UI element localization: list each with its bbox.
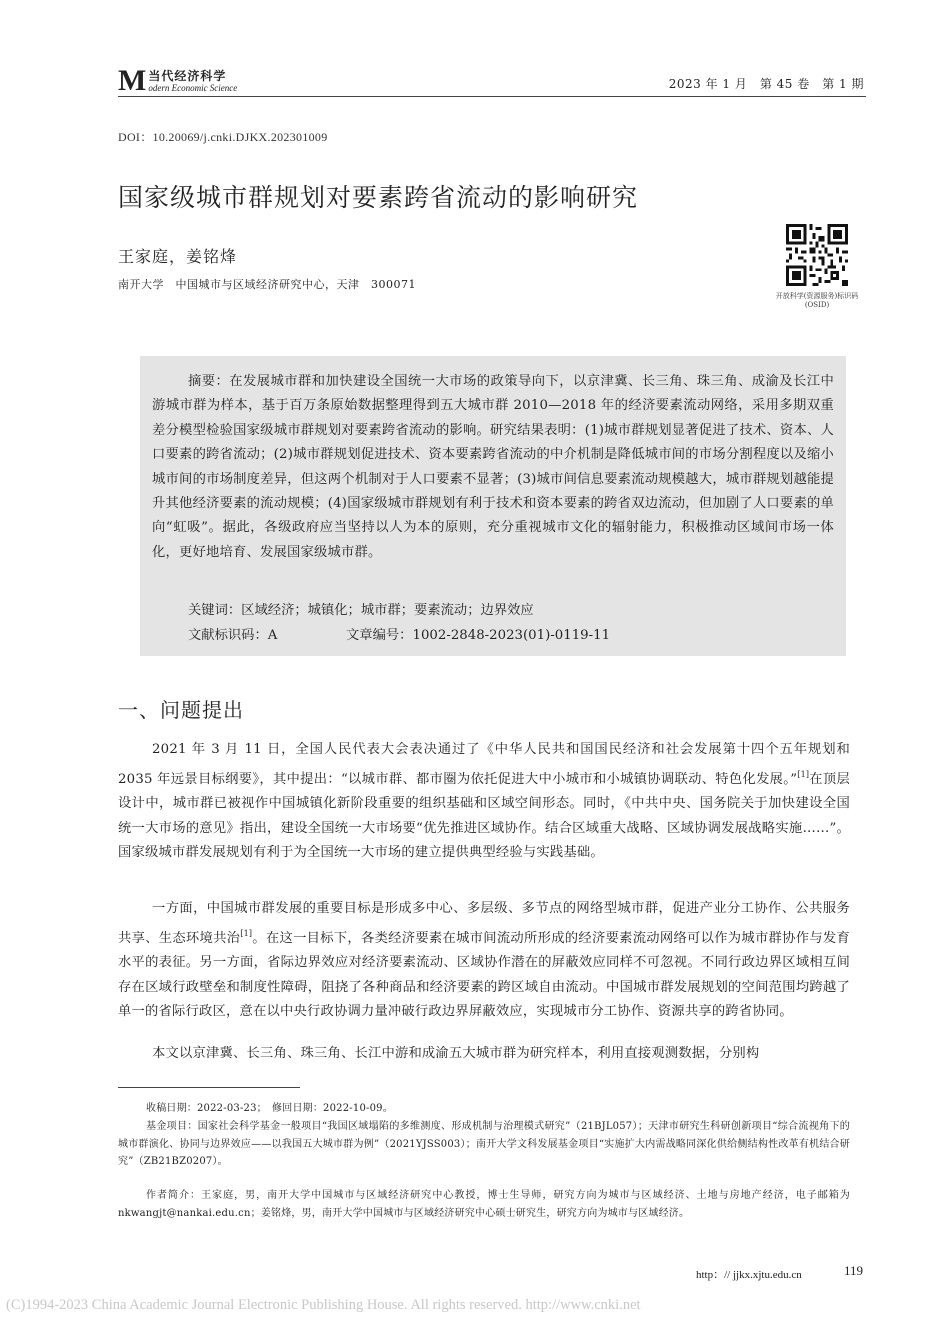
footnote-authors: 作者简介：王家庭，男，南开大学中国城市与区域经济研究中心教授，博士生导师，研究方向为城市与区域经济、土地与房地产经济，电子邮箱为 nkwangjt@nankai.edu.cn；姜铭烽，男，南开大学中国城市与区域经济研究中心硕士研究生，研究方向为城市与区域经济。 [118,1190,850,1219]
citation-ref[interactable]: [1] [797,769,810,779]
paragraph-text: 在顶层设计中，城市群已被视作中国城镇化新阶段重要的组织基础和区域空间形态。同时，《中共中央、国务院关于加快建设全国统一大市场的意见》指出，建设全国统一大市场要“优先推进区域协作。结合区域重大战略、区域协调发展战略实施……”。国家级城市群发展规划有利于为全国统一大市场的建立提供典型经验与实践基础。 [118,771,850,860]
journal-name-en: odern Economic Science [148,83,238,93]
copyright-watermark: (C)1994-2023 China Academic Journal Electronic Publishing House. All rights reserved. http://www.cnki.net [6,1297,641,1313]
footnote-divider [118,1087,300,1088]
logo-letter: M [118,64,147,97]
citation-ref[interactable]: [1] [240,928,253,938]
issue-info: 2023 年 1 月 第 45 卷 第 1 期 [668,77,864,91]
body-paragraph [118,897,850,1025]
footnote-dates: 收稿日期：2022-03-23； 修回日期：2022-10-09。 [146,1103,393,1114]
paragraph-text: 一方面，中国城市群发展的重要目标是形成多中心、多层级、多节点的网络型城市群，促进产业分工协作、公共服务共享、生态环境共治 [118,901,850,946]
author-list: 王家庭，姜铭烽 [118,247,238,266]
body-paragraph: 本文以京津冀、长三角、珠三角、长江中游和成渝五大城市群为研究样本，利用直接观测数据，分别构 [152,1046,760,1061]
qr-code-icon[interactable] [786,224,848,286]
keywords: 关键词：区域经济；城镇化；城市群；要素流动；边界效应 [188,603,534,618]
abstract-box [140,356,846,656]
abstract-text: 摘要：在发展城市群和加快建设全国统一大市场的政策导向下，以京津冀、长三角、珠三角、成渝及长江中游城市群为样本，基于百万条原始数据整理得到五大城市群 2010—2018 年的经济要素流动网络，采用多期双重差分模型检验国家级城市群规划对要素跨省流动的影响。研究结果表明：(1)城市群规划显著促进了技术、资本、人口要素的跨省流动；(2)城市群规划促进技术、资本要素跨省流动的中介机制是降低城市间的市场分割程度以及缩小城市间的市场制度差异，但这两个机制对于人口要素不显著；(3)城市间信息要素流动规模越大，城市群规划越能提升其他经济要素的流动规模；(4)国家级城市群规划有利于技术和资本要素的跨省双边流动，但加剧了人口要素的单向“虹吸”。据此，各级政府应当坚持以人为本的原则，充分重视城市文化的辐射能力，积极推动区域间市场一体化，更好地培育、发展国家级城市群。 [152,374,834,560]
header-divider [118,96,866,97]
journal-logo [118,64,238,97]
article-number: 文章编号：1002-2848-2023(01)-0119-11 [346,628,611,643]
affiliation: 南开大学 中国城市与区域经济研究中心，天津 300071 [118,278,416,291]
paragraph-text: 。在这一目标下，各类经济要素在城市间流动所形成的经济要素流动网络可以作为城市群协作与发育水平的表征。另一方面，省际边界效应对经济要素流动、区域协作潜在的屏蔽效应同样不可忽视。不同行政边界区域相互间存在区域行政壁垒和制度性障碍，阻挠了各种商品和经济要素的跨区域自由流动。中国城市群发展规划的空间范围均跨越了单一的省际行政区，意在以中央行政协调力量冲破行政边界屏蔽效应，实现城市分工协作、资源共享的跨省协同。 [118,930,850,1019]
paper-title: 国家级城市群规划对要素跨省流动的影响研究 [118,183,639,212]
journal-name-cn: 当代经济科学 [148,69,227,83]
body-paragraph [118,738,850,866]
doi[interactable]: DOI：10.20069/j.cnki.DJKX.202301009 [118,130,328,144]
page-number: 119 [844,1263,864,1278]
paragraph-text: 2021 年 3 月 11 日，全国人民代表大会表决通过了《中华人民共和国国民经济和社会发展第十四个五年规划和 2035 年远景目标纲要》，其中提出：“以城市群、都市圈为依托促进大中小城市和小城镇协调联动、特色化发展。” [118,742,850,787]
qr-caption: 开放科学(资源服务)标识码(OSID) [775,292,859,309]
journal-url[interactable]: http：// jjkx.xjtu.edu.cn [696,1269,802,1281]
document-code: 文献标识码：A [188,628,278,643]
footnote-funding: 基金项目：国家社会科学基金一般项目“我国区域塌陷的多维测度、形成机制与治理模式研究”（21BJL057）；天津市研究生科研创新项目“综合流视角下的城市群演化、协同与边界效应——以我国五大城市群为例”（2021YJSS003）；南开大学文科发展基金项目“实施扩大内需战略同深化供给侧结构性改革有机结合研究”（ZB21BZ0207）。 [118,1121,850,1167]
section-heading: 一、问题提出 [118,698,244,722]
